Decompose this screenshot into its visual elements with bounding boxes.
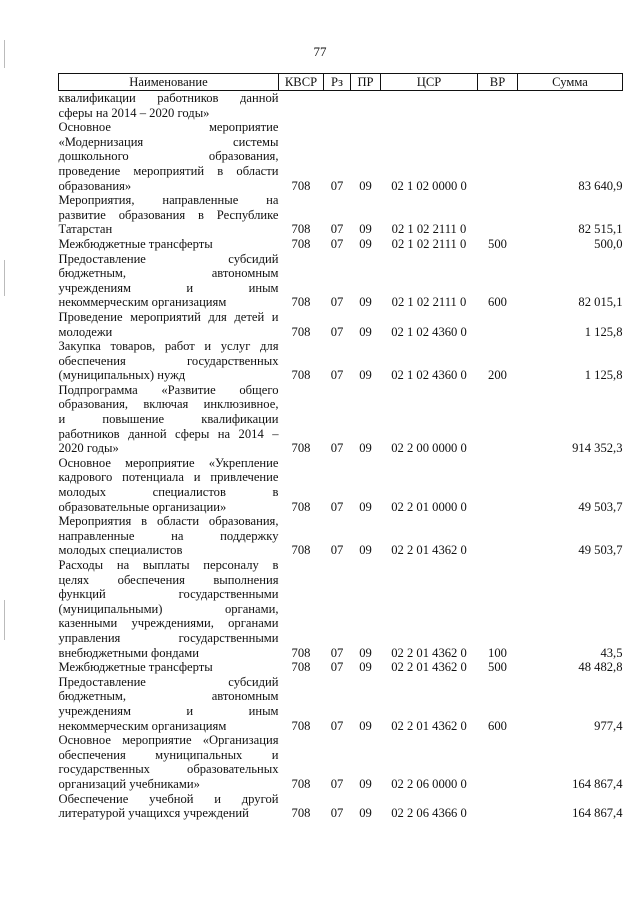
row-sum: 1 125,8 <box>584 368 623 383</box>
table-header-row <box>59 74 623 91</box>
row-name <box>59 310 279 339</box>
row-rz: 07 <box>330 776 344 791</box>
row-vr <box>478 193 518 237</box>
row-name-line: обеспечения государственных <box>58 353 279 368</box>
row-sum: 500,0 <box>594 236 623 251</box>
row-name-line: внебюджетными фондами <box>58 645 199 660</box>
row-pr: 09 <box>359 543 372 558</box>
row-rz: 07 <box>330 441 344 456</box>
row-rz: 07 <box>330 499 344 514</box>
row-name-line: казенными учреждениями, органами <box>58 616 279 631</box>
row-name <box>59 383 279 456</box>
row-name-line: дошкольного образования, <box>58 149 279 164</box>
row-pr: 09 <box>359 222 372 237</box>
row-name-line: управления государственными <box>58 630 279 645</box>
row-name-line: некоммерческим организациям <box>58 718 227 733</box>
scan-margin-mark <box>4 40 5 68</box>
table-row <box>59 675 623 733</box>
row-name-line: бюджетным, автономным <box>58 689 279 704</box>
row-pr: 09 <box>359 645 372 660</box>
row-name-line: 2020 годы» <box>58 441 119 456</box>
row-csr: 02 1 02 4360 0 <box>391 368 467 383</box>
row-pr: 09 <box>359 806 372 821</box>
budget-table <box>58 73 623 821</box>
row-name-line: молодых специалистов в <box>58 485 279 500</box>
row-name-line: Основное мероприятие «Укрепление <box>58 455 279 470</box>
row-name <box>59 237 279 252</box>
row-name-line: Подпрограмма «Развитие общего <box>58 382 279 397</box>
row-name-line: молодежи <box>58 324 113 339</box>
row-name <box>59 792 279 821</box>
row-vr <box>478 514 518 558</box>
row-kvsr: 708 <box>291 368 311 383</box>
row-pr: 09 <box>359 660 372 675</box>
header-kvsr: КВСР <box>279 74 324 91</box>
row-pr: 09 <box>359 441 372 456</box>
row-name-line: Основное мероприятие <box>58 120 279 135</box>
row-name-line: и повышение квалификации <box>58 412 279 427</box>
row-name-line: Межбюджетные трансферты <box>58 660 213 675</box>
row-name-line: Межбюджетные трансферты <box>58 236 213 251</box>
row-name <box>59 660 279 675</box>
row-rz: 07 <box>330 645 344 660</box>
row-pr: 09 <box>359 776 372 791</box>
row-vr <box>478 456 518 514</box>
row-sum: 164 867,4 <box>572 776 623 791</box>
row-name-line: квалификации работников данной <box>58 91 279 105</box>
row-sum: 83 640,9 <box>578 178 623 193</box>
table-row <box>59 514 623 558</box>
row-kvsr: 708 <box>291 499 311 514</box>
row-pr: 09 <box>359 718 372 733</box>
table-row <box>59 456 623 514</box>
row-csr: 02 2 01 4362 0 <box>391 660 467 675</box>
row-name-line: обеспечения муниципальных и <box>58 747 279 762</box>
row-name-line: молодых специалистов <box>58 543 183 558</box>
row-csr: 02 2 01 0000 0 <box>391 499 467 514</box>
table-row <box>59 237 623 252</box>
row-pr: 09 <box>359 295 372 310</box>
row-kvsr: 708 <box>291 236 311 251</box>
row-vr: 500 <box>488 660 507 675</box>
row-csr: 02 1 02 4360 0 <box>391 324 467 339</box>
table-row <box>59 660 623 675</box>
row-csr: 02 2 01 4362 0 <box>391 645 467 660</box>
table-row <box>59 339 623 383</box>
row-rz: 07 <box>330 718 344 733</box>
row-kvsr: 708 <box>291 660 311 675</box>
row-sum: 1 125,8 <box>584 324 623 339</box>
table-row <box>59 193 623 237</box>
row-rz: 07 <box>330 236 344 251</box>
row-pr <box>351 91 381 121</box>
row-name <box>59 91 279 121</box>
row-sum: 914 352,3 <box>572 441 623 456</box>
row-kvsr: 708 <box>291 178 311 193</box>
row-vr: 600 <box>488 718 507 733</box>
row-name <box>59 120 279 193</box>
header-name: Наименование <box>59 74 279 91</box>
row-csr: 02 1 02 0000 0 <box>391 178 467 193</box>
row-name-line: (муниципальными) органами, <box>58 601 279 616</box>
row-pr: 09 <box>359 236 372 251</box>
row-name <box>59 252 279 310</box>
row-sum: 977,4 <box>594 718 623 733</box>
row-name-line: направленные на поддержку <box>58 528 279 543</box>
header-vr: ВР <box>478 74 518 91</box>
row-name-line: Татарстан <box>58 222 113 237</box>
row-vr <box>478 310 518 339</box>
row-pr: 09 <box>359 499 372 514</box>
row-csr: 02 2 01 4362 0 <box>391 543 467 558</box>
row-kvsr: 708 <box>291 718 311 733</box>
row-csr: 02 1 02 2111 0 <box>391 222 467 237</box>
row-kvsr: 708 <box>291 645 311 660</box>
scan-margin-mark <box>4 600 5 640</box>
row-rz: 07 <box>330 324 344 339</box>
row-name-line: кадрового потенциала и привлечение <box>58 470 279 485</box>
row-name-line: государственных образовательных <box>58 762 279 777</box>
row-name-line: образования, включая инклюзивное, <box>58 397 279 412</box>
row-kvsr <box>279 91 324 121</box>
row-sum <box>518 91 623 121</box>
row-name-line: Обеспечение учебной и другой <box>58 791 279 806</box>
row-sum: 43,5 <box>600 645 623 660</box>
row-name-line: литературой учащихся учреждений <box>58 806 249 821</box>
row-rz <box>324 91 351 121</box>
row-name-line: Предоставление субсидий <box>58 674 279 689</box>
table-row <box>59 733 623 791</box>
header-rz: Рз <box>324 74 351 91</box>
row-name-line: учреждениям и иным <box>58 280 279 295</box>
row-kvsr: 708 <box>291 776 311 791</box>
row-name-line: (муниципальных) нужд <box>58 368 186 383</box>
row-name <box>59 193 279 237</box>
row-name-line: образования» <box>58 178 132 193</box>
row-rz: 07 <box>330 178 344 193</box>
row-sum: 164 867,4 <box>572 806 623 821</box>
row-name-line: некоммерческим организациям <box>58 295 227 310</box>
row-vr: 200 <box>488 368 507 383</box>
row-name-line: Мероприятия, направленные на <box>58 193 279 208</box>
table-row <box>59 120 623 193</box>
row-rz: 07 <box>330 660 344 675</box>
row-name-line: проведение мероприятий в области <box>58 163 279 178</box>
row-rz: 07 <box>330 222 344 237</box>
row-vr: 100 <box>488 645 507 660</box>
row-name-line: «Модернизация системы <box>58 134 279 149</box>
row-vr <box>478 120 518 193</box>
table-row <box>59 383 623 456</box>
row-rz: 07 <box>330 806 344 821</box>
row-rz: 07 <box>330 295 344 310</box>
row-csr: 02 2 06 4366 0 <box>391 806 467 821</box>
row-vr <box>478 91 518 121</box>
row-name-line: работников данной сферы на 2014 – <box>58 426 279 441</box>
row-csr <box>381 91 478 121</box>
row-name <box>59 675 279 733</box>
row-csr: 02 1 02 2111 0 <box>391 236 467 251</box>
row-vr <box>478 383 518 456</box>
header-csr: ЦСР <box>381 74 478 91</box>
row-rz: 07 <box>330 543 344 558</box>
row-kvsr: 708 <box>291 441 311 456</box>
row-vr <box>478 733 518 791</box>
row-kvsr: 708 <box>291 806 311 821</box>
row-kvsr: 708 <box>291 222 311 237</box>
row-vr: 600 <box>488 295 507 310</box>
row-csr: 02 1 02 2111 0 <box>391 295 467 310</box>
row-vr: 500 <box>488 236 507 251</box>
row-name <box>59 558 279 660</box>
row-name <box>59 456 279 514</box>
row-csr: 02 2 00 0000 0 <box>391 441 467 456</box>
table-body <box>59 91 623 821</box>
header-pr: ПР <box>351 74 381 91</box>
row-name-line: сферы на 2014 – 2020 годы» <box>58 105 210 120</box>
table-row <box>59 558 623 660</box>
row-name-line: функций государственными <box>58 587 279 602</box>
row-sum: 49 503,7 <box>578 543 623 558</box>
row-name-line: Проведение мероприятий для детей и <box>58 309 279 324</box>
table-row <box>59 91 623 121</box>
row-name <box>59 514 279 558</box>
table-row <box>59 252 623 310</box>
row-name-line: учреждениям и иным <box>58 703 279 718</box>
row-name-line: Закупка товаров, работ и услуг для <box>58 339 279 354</box>
row-name-line: Мероприятия в области образования, <box>58 514 279 529</box>
row-pr: 09 <box>359 368 372 383</box>
row-pr: 09 <box>359 178 372 193</box>
row-name-line: Расходы на выплаты персоналу в <box>58 558 279 572</box>
row-sum: 82 515,1 <box>578 222 623 237</box>
header-sum: Сумма <box>518 74 623 91</box>
row-rz: 07 <box>330 368 344 383</box>
row-kvsr: 708 <box>291 543 311 558</box>
row-kvsr: 708 <box>291 324 311 339</box>
scan-margin-mark <box>4 260 5 296</box>
table-row <box>59 792 623 821</box>
row-pr: 09 <box>359 324 372 339</box>
row-kvsr: 708 <box>291 295 311 310</box>
row-name <box>59 733 279 791</box>
row-name-line: образовательные организации» <box>58 499 227 514</box>
row-name-line: бюджетным, автономным <box>58 266 279 281</box>
row-name-line: организаций учебниками» <box>58 776 200 791</box>
page-number: 77 <box>313 44 327 59</box>
row-sum: 48 482,8 <box>578 660 623 675</box>
row-csr: 02 2 01 4362 0 <box>391 718 467 733</box>
row-name-line: Основное мероприятие «Организация <box>58 733 279 748</box>
row-name-line: развитие образования в Республике <box>58 207 279 222</box>
row-csr: 02 2 06 0000 0 <box>391 776 467 791</box>
row-sum: 49 503,7 <box>578 499 623 514</box>
row-name-line: Предоставление субсидий <box>58 251 279 266</box>
row-vr <box>478 792 518 821</box>
row-name <box>59 339 279 383</box>
table-row <box>59 310 623 339</box>
row-sum: 82 015,1 <box>578 295 623 310</box>
row-name-line: целях обеспечения выполнения <box>58 572 279 587</box>
